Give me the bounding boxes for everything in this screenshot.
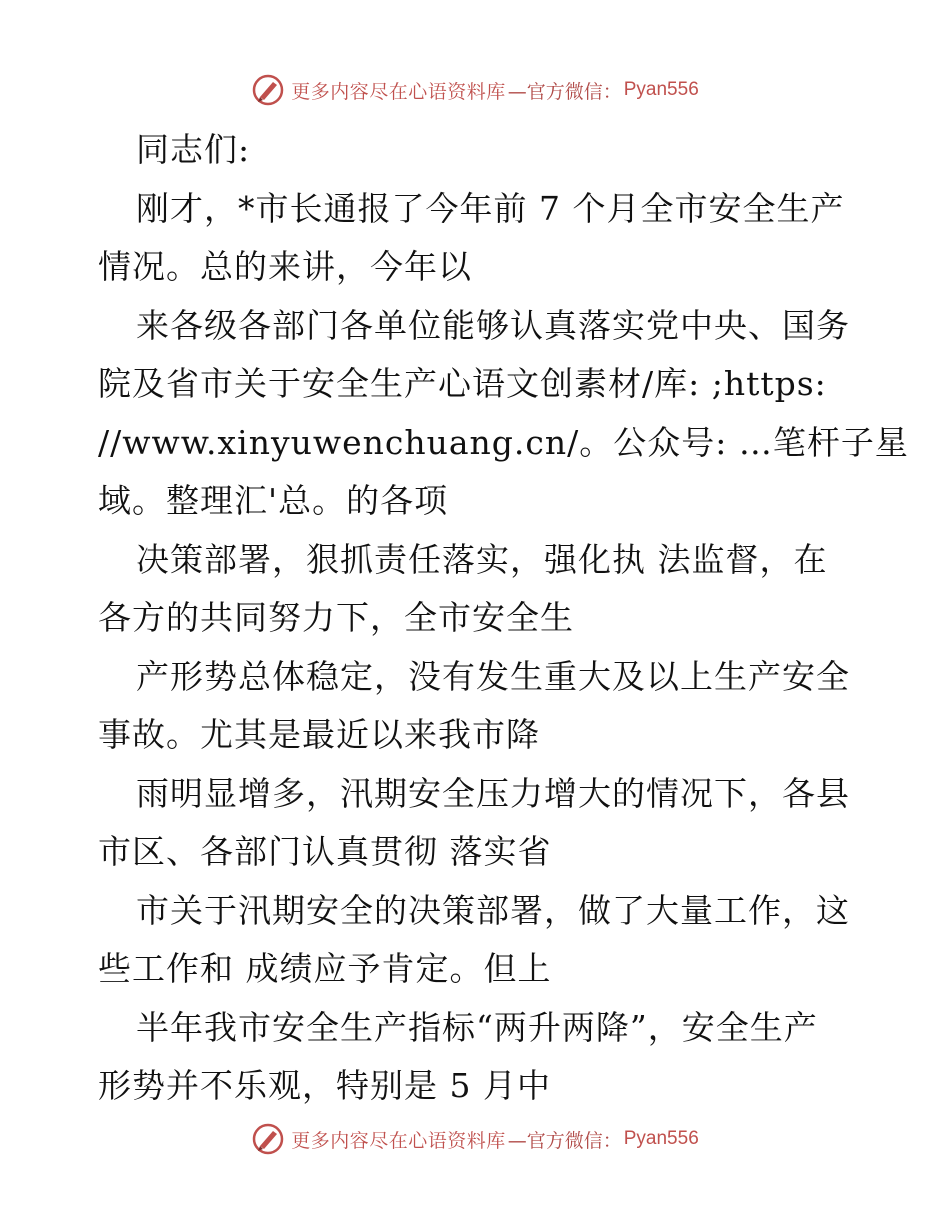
body-line: 市关于汛期安全的决策部署，做了大量工作，这 bbox=[136, 890, 850, 930]
header-banner bbox=[0, 70, 950, 110]
body-line: 些工作和 成绩应予肯定。但上 bbox=[98, 949, 552, 988]
body-line: 形势并不乐观，特别是 5 月中 bbox=[98, 1066, 551, 1105]
banner-wechat-id: Pyan556 bbox=[623, 1128, 699, 1149]
body-line: 各方的共同努力下，全市安全生 bbox=[98, 598, 574, 637]
banner-sub-text: —官方微信： bbox=[507, 80, 622, 103]
banner-sub-text: —官方微信： bbox=[507, 1129, 622, 1152]
footer-banner bbox=[0, 1119, 950, 1159]
body-line: 决策部署，狠抓责任落实，强化执 法监督，在 bbox=[136, 539, 828, 579]
pen-logo-icon bbox=[251, 1122, 285, 1156]
banner-wechat-id: Pyan556 bbox=[623, 79, 699, 100]
body-line: 雨明显增多，汛期安全压力增大的情况下，各县 bbox=[136, 773, 850, 813]
pen-logo-icon bbox=[251, 73, 285, 107]
body-line: //www.xinyuwenchuang.cn/。公众号: …笔杆子星 bbox=[98, 422, 909, 462]
document-body bbox=[98, 121, 909, 1116]
body-line: 刚才，*市长通报了今年前 7 个月全市安全生产 bbox=[136, 188, 845, 228]
body-line: 事故。尤其是最近以来我市降 bbox=[98, 715, 540, 754]
body-line: 半年我市安全生产指标“两升两降”，安全生产 bbox=[136, 1007, 818, 1047]
body-line: 市区、各部门认真贯彻 落实省 bbox=[98, 832, 552, 871]
banner-main-text: 更多内容尽在心语资料库 bbox=[291, 80, 506, 103]
body-line: 产形势总体稳定，没有发生重大及以上生产安全 bbox=[136, 656, 850, 696]
body-line: 情况。总的来讲，今年以 bbox=[98, 247, 472, 286]
body-line: 院及省市关于安全生产心语文创素材/库: ;https: bbox=[98, 364, 827, 403]
body-line: 同志们: bbox=[136, 130, 251, 169]
body-line: 域。整理汇'总。的各项 bbox=[98, 481, 449, 520]
banner-main-text: 更多内容尽在心语资料库 bbox=[291, 1129, 506, 1152]
body-line: 来各级各部门各单位能够认真落实党中央、国务 bbox=[136, 305, 850, 345]
